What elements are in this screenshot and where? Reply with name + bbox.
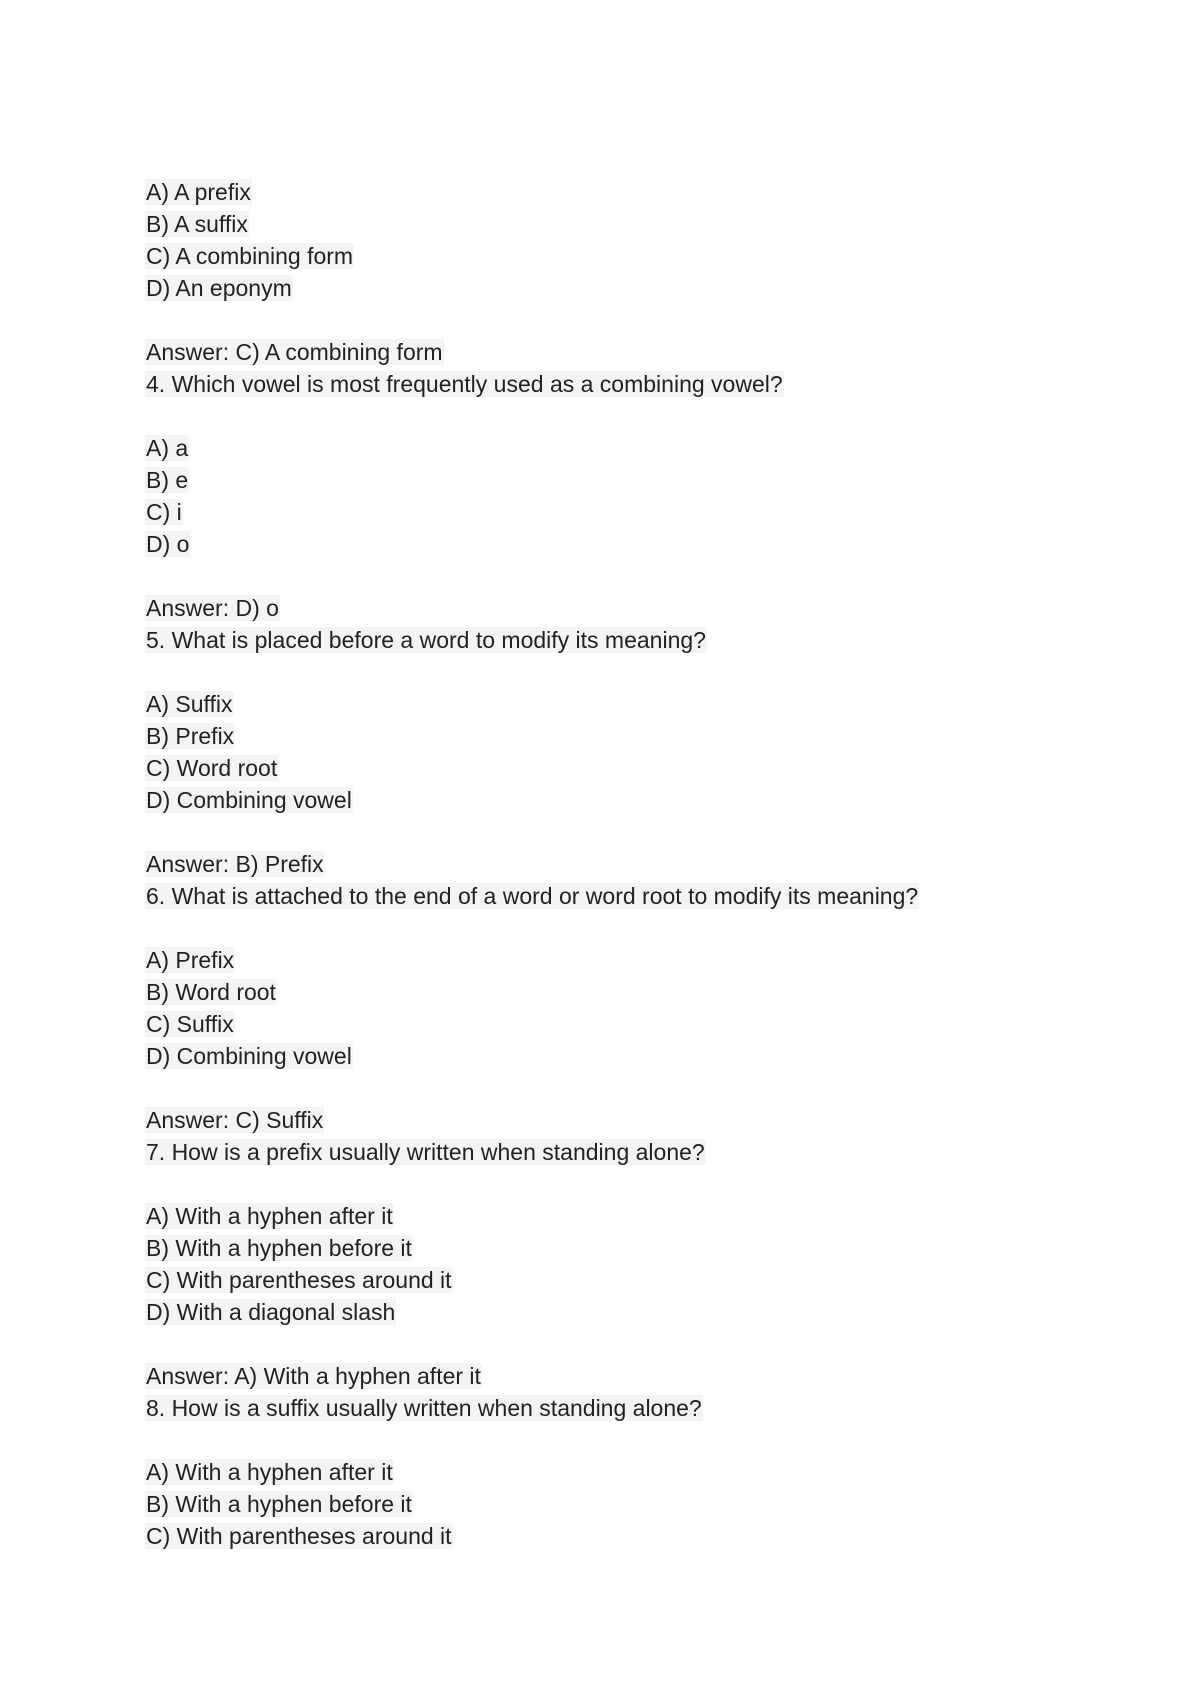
question-block-6 [145, 880, 1085, 1136]
question-block-4 [145, 368, 1085, 624]
spacer [145, 816, 1085, 848]
option-line [145, 240, 1085, 272]
question-text: 8. How is a suffix usually written when standing alone? [146, 1395, 702, 1421]
option-text: C) With parentheses around it [146, 1523, 452, 1549]
spacer [145, 656, 1085, 688]
option-line [145, 208, 1085, 240]
option-text: B) Word root [146, 979, 276, 1005]
question-line [145, 624, 1085, 656]
option-text: B) Prefix [146, 723, 235, 749]
answer-line [145, 1360, 1085, 1392]
option-text: D) With a diagonal slash [146, 1299, 396, 1325]
option-line [145, 1200, 1085, 1232]
option-text: C) Suffix [146, 1011, 234, 1037]
answer-line [145, 1104, 1085, 1136]
option-line [145, 1040, 1085, 1072]
option-text: C) Word root [146, 755, 278, 781]
option-text: D) Combining vowel [146, 787, 352, 813]
option-line [145, 1488, 1085, 1520]
option-text: D) Combining vowel [146, 1043, 352, 1069]
option-text: A) A prefix [146, 179, 251, 205]
option-text: A) Suffix [146, 691, 233, 717]
option-line [145, 496, 1085, 528]
option-line [145, 944, 1085, 976]
question-line [145, 368, 1085, 400]
option-line [145, 688, 1085, 720]
option-text: A) With a hyphen after it [146, 1459, 393, 1485]
spacer [145, 1072, 1085, 1104]
option-line [145, 464, 1085, 496]
answer-text: Answer: C) A combining form [146, 339, 443, 365]
option-line [145, 720, 1085, 752]
option-line [145, 432, 1085, 464]
option-text: B) With a hyphen before it [146, 1235, 412, 1261]
question-line [145, 880, 1085, 912]
option-line [145, 1008, 1085, 1040]
option-line [145, 752, 1085, 784]
option-text: D) o [146, 531, 190, 557]
question-text: 7. How is a prefix usually written when standing alone? [146, 1139, 705, 1165]
option-text: C) i [146, 499, 182, 525]
answer-text: Answer: D) o [146, 595, 279, 621]
answer-line [145, 336, 1085, 368]
option-line [145, 1296, 1085, 1328]
spacer [145, 400, 1085, 432]
answer-text: Answer: C) Suffix [146, 1107, 324, 1133]
question-line [145, 1392, 1085, 1424]
question-block-8 [145, 1392, 1085, 1552]
spacer [145, 912, 1085, 944]
option-text: C) With parentheses around it [146, 1267, 452, 1293]
option-text: A) Prefix [146, 947, 235, 973]
question-text: 4. Which vowel is most frequently used as a combining vowel? [146, 371, 783, 397]
option-text: B) e [146, 467, 189, 493]
option-line [145, 176, 1085, 208]
option-text: B) A suffix [146, 211, 248, 237]
answer-text: Answer: B) Prefix [146, 851, 324, 877]
quiz-content [145, 176, 1085, 1552]
question-text: 6. What is attached to the end of a word or word root to modify its meaning? [146, 883, 919, 909]
option-line [145, 1264, 1085, 1296]
option-line [145, 784, 1085, 816]
answer-text: Answer: A) With a hyphen after it [146, 1363, 481, 1389]
question-line [145, 1136, 1085, 1168]
spacer [145, 1424, 1085, 1456]
question-block-5 [145, 624, 1085, 880]
option-text: A) With a hyphen after it [146, 1203, 393, 1229]
spacer [145, 304, 1085, 336]
option-text: D) An eponym [146, 275, 292, 301]
question-block-3 [145, 176, 1085, 368]
option-line [145, 272, 1085, 304]
question-block-7 [145, 1136, 1085, 1392]
option-line [145, 1456, 1085, 1488]
spacer [145, 560, 1085, 592]
option-text: A) a [146, 435, 189, 461]
question-text: 5. What is placed before a word to modify its meaning? [146, 627, 706, 653]
spacer [145, 1168, 1085, 1200]
option-line [145, 976, 1085, 1008]
option-text: C) A combining form [146, 243, 354, 269]
option-line [145, 1520, 1085, 1552]
option-text: B) With a hyphen before it [146, 1491, 412, 1517]
answer-line [145, 592, 1085, 624]
option-line [145, 1232, 1085, 1264]
spacer [145, 1328, 1085, 1360]
option-line [145, 528, 1085, 560]
answer-line [145, 848, 1085, 880]
